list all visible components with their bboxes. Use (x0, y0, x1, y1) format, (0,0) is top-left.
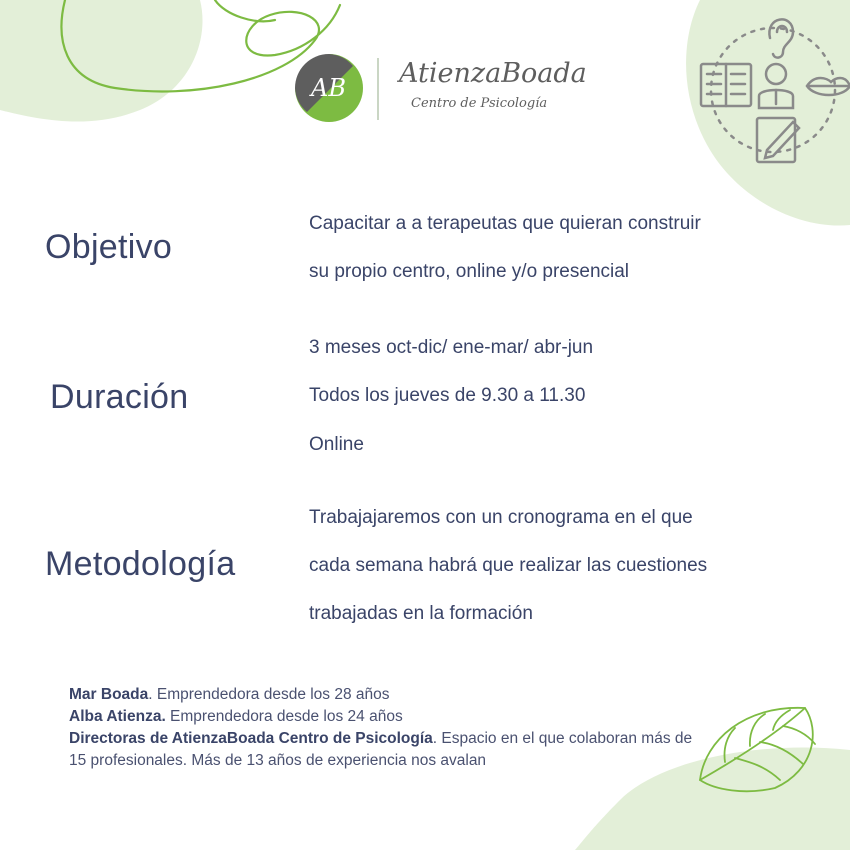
book-icon (701, 64, 751, 106)
duracion-line-2: Todos los jueves de 9.30 a 11.30 (309, 385, 586, 406)
objetivo-label: Objetivo (45, 228, 173, 266)
objetivo-line-2: su propio centro, online y/o presencial (309, 261, 630, 282)
footer-line-alba: Alba Atienza. Emprendedora desde los 24 años (69, 708, 403, 725)
lips-icon (807, 78, 850, 95)
icon-cluster (695, 8, 850, 168)
brand-logo (293, 52, 593, 127)
person-icon (759, 64, 793, 108)
notepad-icon (757, 118, 799, 162)
duracion-line-3: Online (309, 434, 364, 455)
metodologia-line-1: Trabajajaremos con un cronograma en el que (309, 507, 693, 528)
logo-tagline: Centro de Psicología (411, 96, 548, 111)
footer-line-directoras: Directoras de AtienzaBoada Centro de Psicología. Espacio en el que colaboran más de 15 profesionales. Más de 13 años de experiencia nos avalan (69, 730, 693, 769)
footer-line-mar: Mar Boada. Emprendedora desde los 28 años (69, 686, 390, 703)
leaf-icon (695, 700, 825, 795)
duracion-label: Duración (50, 378, 189, 416)
ear-icon (769, 19, 793, 57)
footer-bio (69, 684, 709, 772)
logo-monogram: AB (311, 74, 346, 102)
metodologia-line-2: cada semana habrá que realizar las cuestiones (309, 555, 708, 576)
duracion-line-1: 3 meses oct-dic/ ene-mar/ abr-jun (309, 337, 594, 358)
objetivo-line-1: Capacitar a a terapeutas que quieran construir (309, 213, 701, 234)
logo-brand: AtienzaBoada (399, 58, 587, 89)
metodologia-line-3: trabajadas en la formación (309, 603, 533, 624)
metodologia-label: Metodología (45, 545, 236, 583)
